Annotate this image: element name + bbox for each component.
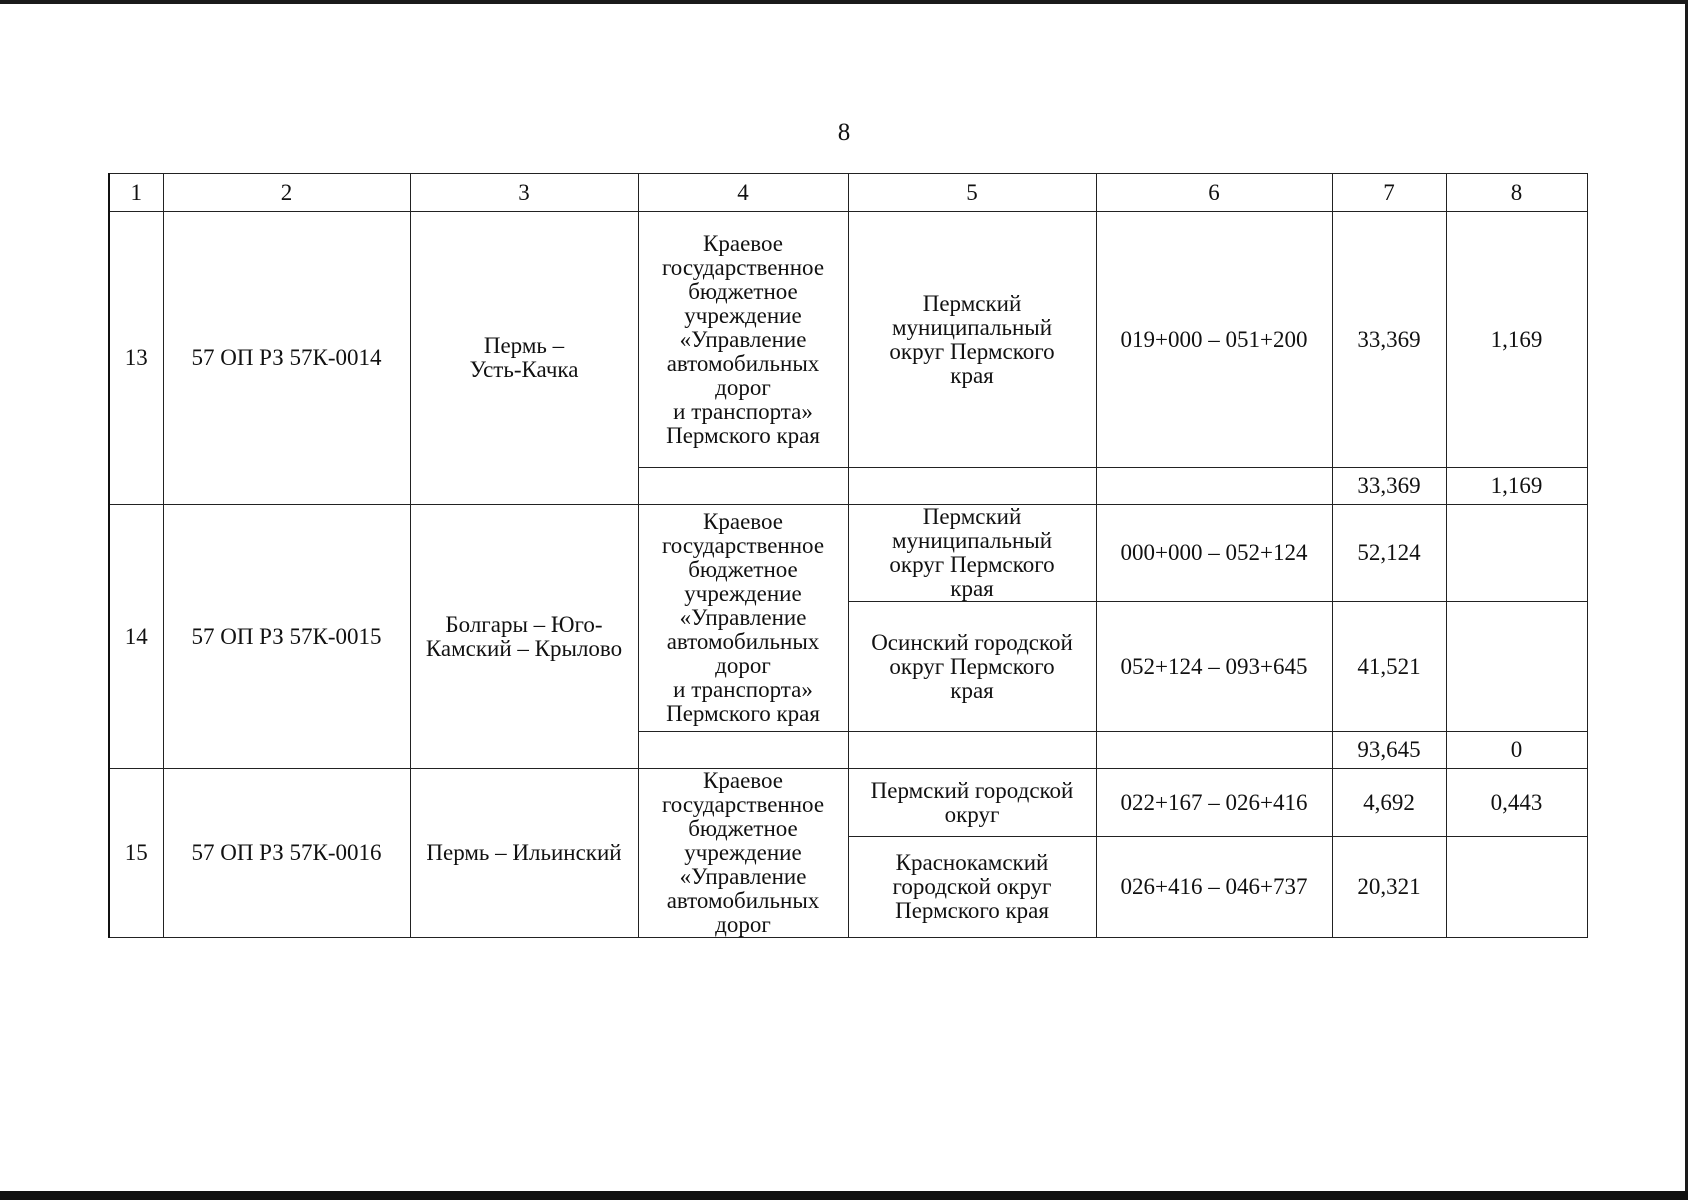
- value-cell: [1446, 505, 1587, 602]
- road-name-cell: Пермь – Ильинский: [410, 769, 638, 938]
- km-range-cell: 026+416 – 046+737: [1096, 837, 1332, 938]
- column-header-label: 7: [1383, 179, 1395, 205]
- road-code-cell: 57 ОП РЗ 57К-0016: [163, 769, 410, 938]
- length-cell: 41,521: [1332, 602, 1446, 732]
- column-header: [638, 174, 848, 212]
- row-number-cell: 13: [109, 212, 163, 505]
- value-cell: [1446, 602, 1587, 732]
- empty-cell: [638, 468, 848, 505]
- road-code-cell: 57 ОП РЗ 57К-0015: [163, 505, 410, 769]
- column-header-label: 3: [518, 179, 530, 205]
- value-cell: [1446, 837, 1587, 938]
- table-row: [109, 769, 1587, 837]
- km-range-cell: 022+167 – 026+416: [1096, 769, 1332, 837]
- row-number-cell: 14: [109, 505, 163, 769]
- column-header: [1096, 174, 1332, 212]
- municipality-cell: Пермский муниципальный округ Пермского края: [848, 212, 1096, 468]
- page-number: 8: [837, 119, 851, 146]
- column-header-label: 8: [1510, 179, 1523, 205]
- empty-cell: [1096, 732, 1332, 769]
- column-header: [410, 174, 638, 212]
- scan-edge-top: [0, 0, 1688, 4]
- empty-cell: [638, 732, 848, 769]
- column-header-label: 4: [737, 179, 749, 205]
- municipality-cell: Осинский городской округ Пермского края: [848, 602, 1096, 732]
- organization-cell: Краевое государственное бюджетное учреждение «Управление автомобильных дорог: [638, 769, 848, 938]
- empty-cell: [848, 732, 1096, 769]
- column-header: [1332, 174, 1446, 212]
- municipality-cell: Пермский городской округ: [848, 769, 1096, 837]
- column-header-label: 1: [130, 179, 142, 205]
- column-header: [1446, 174, 1587, 212]
- length-cell: 52,124: [1332, 505, 1446, 602]
- scan-edge-bottom: [0, 1191, 1688, 1200]
- column-header: [163, 174, 410, 212]
- length-cell: 4,692: [1332, 769, 1446, 837]
- roads-table: [108, 173, 1588, 938]
- road-code-cell: 57 ОП РЗ 57К-0014: [163, 212, 410, 505]
- column-header-label: 6: [1208, 179, 1220, 205]
- length-cell: 20,321: [1332, 837, 1446, 938]
- table-row: [109, 505, 1587, 602]
- total-value-cell: 0: [1446, 732, 1587, 769]
- value-cell: 1,169: [1446, 212, 1587, 468]
- road-name-cell: Болгары – Юго- Камский – Крылово: [410, 505, 638, 769]
- column-header: [109, 174, 163, 212]
- column-header-label: 2: [280, 179, 293, 205]
- length-cell: 33,369: [1332, 212, 1446, 468]
- road-name-cell: Пермь – Усть-Качка: [410, 212, 638, 505]
- total-length-cell: 33,369: [1332, 468, 1446, 505]
- empty-cell: [1096, 468, 1332, 505]
- organization-cell: Краевое государственное бюджетное учреждение «Управление автомобильных дорог и транспорта» Пермского края: [638, 505, 848, 732]
- km-range-cell: 000+000 – 052+124: [1096, 505, 1332, 602]
- column-number-row: [109, 174, 1587, 212]
- column-header: [848, 174, 1096, 212]
- value-cell: 0,443: [1446, 769, 1587, 837]
- empty-cell: [848, 468, 1096, 505]
- municipality-cell: Краснокамский городской округ Пермского края: [848, 837, 1096, 938]
- table-row: [109, 212, 1587, 468]
- row-number-cell: 15: [109, 769, 163, 938]
- total-length-cell: 93,645: [1332, 732, 1446, 769]
- municipality-cell: Пермский муниципальный округ Пермского края: [848, 505, 1096, 602]
- km-range-cell: 052+124 – 093+645: [1096, 602, 1332, 732]
- column-header-label: 5: [966, 179, 978, 205]
- km-range-cell: 019+000 – 051+200: [1096, 212, 1332, 468]
- organization-cell: Краевое государственное бюджетное учреждение «Управление автомобильных дорог и транспорта» Пермского края: [638, 212, 848, 468]
- total-value-cell: 1,169: [1446, 468, 1587, 505]
